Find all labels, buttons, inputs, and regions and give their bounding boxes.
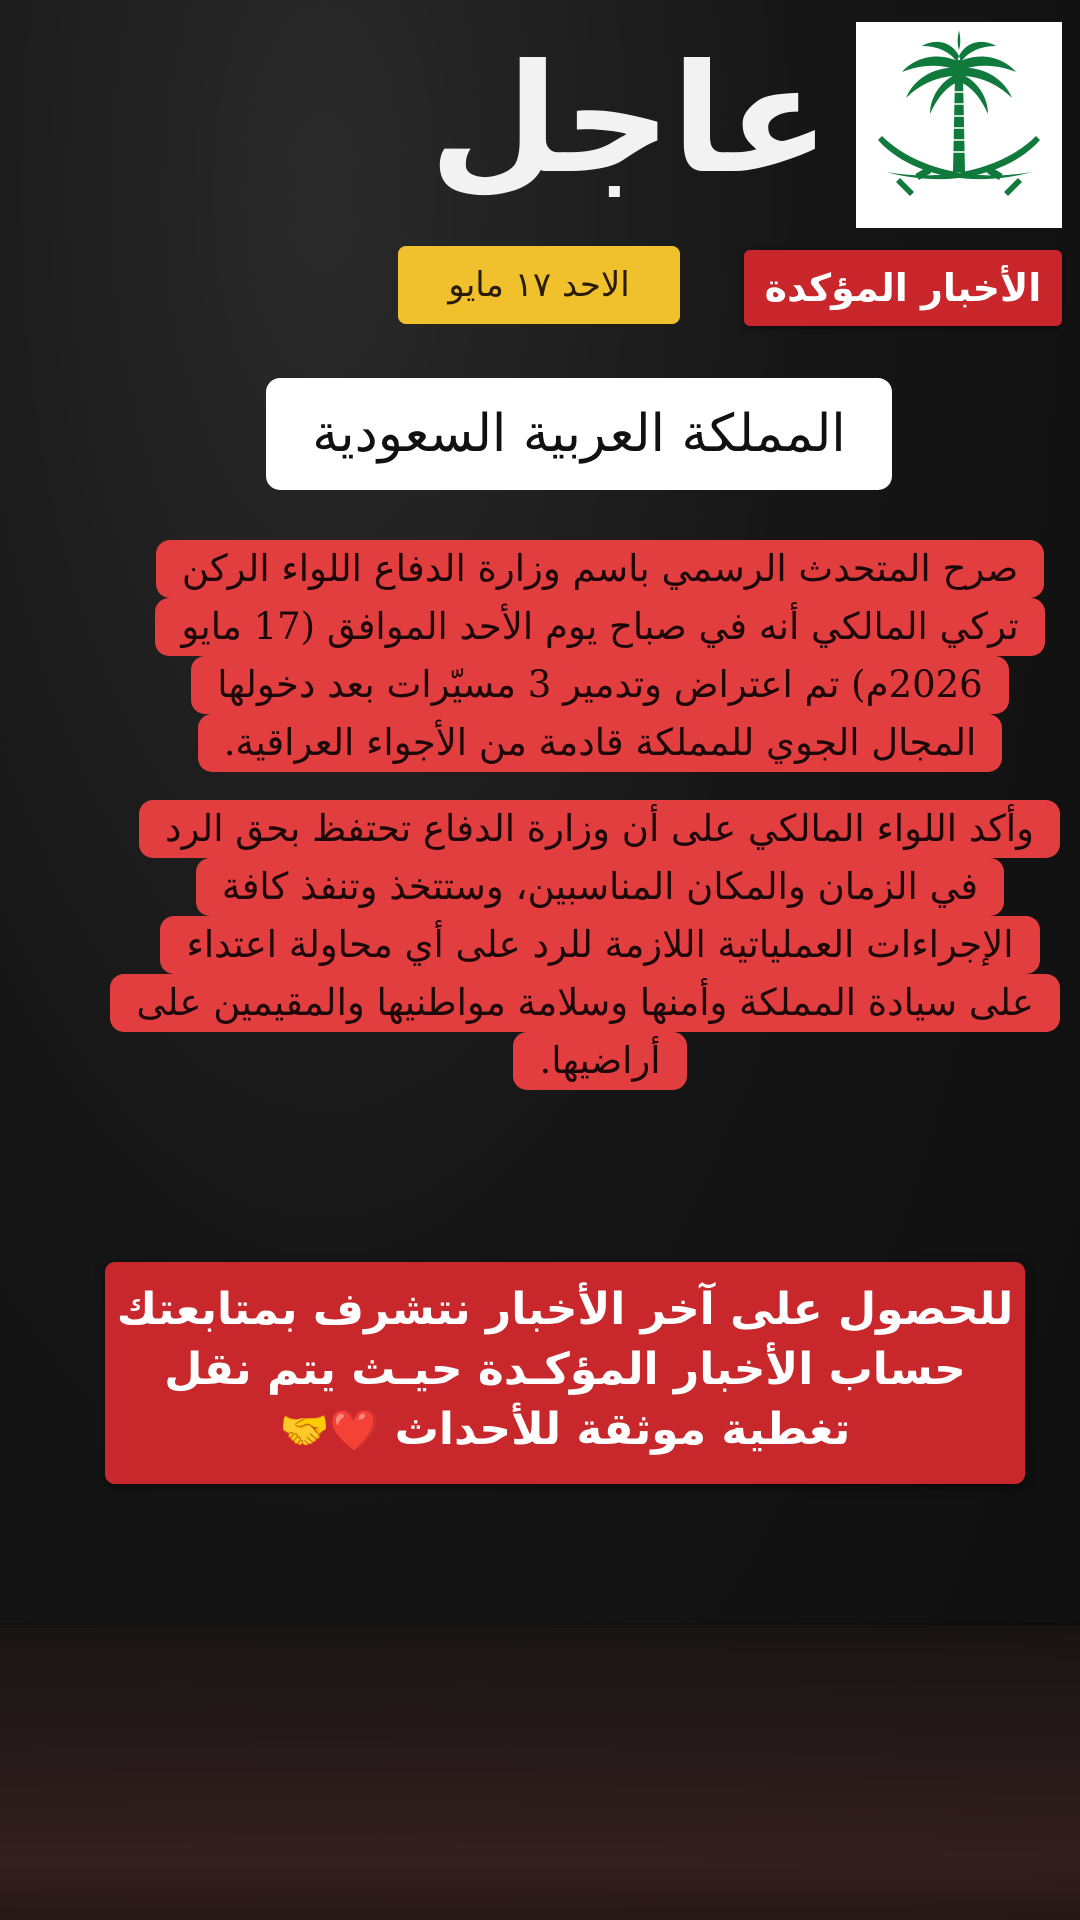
date-badge: الاحد ١٧ مايو <box>398 246 680 324</box>
paragraph-line: على سيادة المملكة وأمنها وسلامة مواطنيها والمقيمين على <box>110 974 1060 1032</box>
bottom-gradient-area <box>0 1625 1080 1920</box>
paragraph-line: وأكد اللواء المالكي على أن وزارة الدفاع تحتفظ بحق الرد <box>139 800 1060 858</box>
cta-line: تغطية موثقة للأحداث <box>394 1404 851 1455</box>
article-paragraph-2 <box>136 800 1060 1090</box>
cta-line-with-emoji <box>105 1400 1025 1461</box>
brand-badge: الأخبار المؤكدة <box>744 250 1062 326</box>
follow-cta-box <box>105 1262 1025 1484</box>
paragraph-line: تركي المالكي أنه في صباح يوم الأحد الموافق (17 مايو <box>155 598 1044 656</box>
paragraph-line: صرح المتحدث الرسمي باسم وزارة الدفاع اللواء الركن <box>156 540 1044 598</box>
paragraph-line: الإجراءات العملياتية اللازمة للرد على أي محاولة اعتداء <box>160 916 1039 974</box>
paragraph-line: المجال الجوي للمملكة قادمة من الأجواء العراقية. <box>198 714 1003 772</box>
heart-handshake-icon: ❤️🤝 <box>279 1408 380 1454</box>
saudi-emblem <box>856 22 1062 228</box>
paragraph-line: أراضيها. <box>513 1032 686 1090</box>
paragraph-line: في الزمان والمكان المناسبين، وستتخذ وتنفذ كافة <box>196 858 1004 916</box>
cta-line: حساب الأخبار المؤكـدة حيـث يتم نقل <box>164 1344 966 1395</box>
saudi-emblem-palm-swords-icon <box>856 22 1062 228</box>
breaking-headline: عاجل <box>429 33 830 207</box>
country-label: المملكة العربية السعودية <box>266 378 892 490</box>
article-paragraph-1 <box>150 540 1050 772</box>
cta-line: للحصول على آخر الأخبار نتشرف بمتابعتك <box>116 1284 1014 1335</box>
paragraph-line: 2026م) تم اعتراض وتدمير 3 مسيّرات بعد دخولها <box>191 656 1008 714</box>
